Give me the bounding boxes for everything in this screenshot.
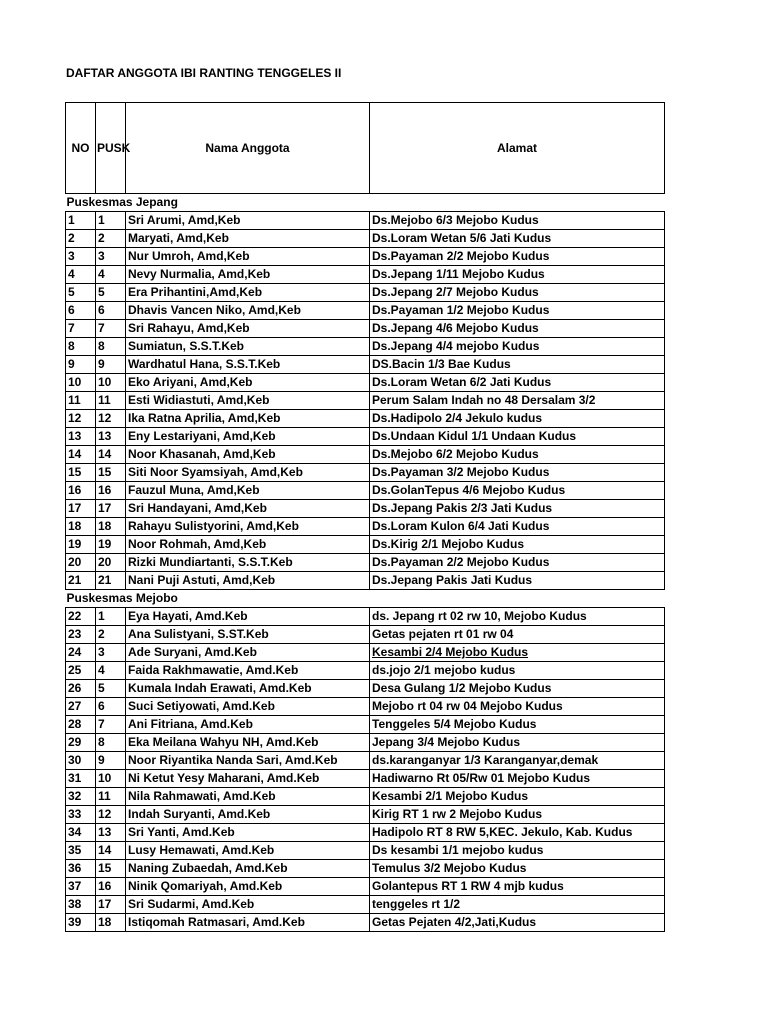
cell-nama: Ana Sulistyani, S.ST.Keb: [126, 626, 370, 644]
cell-pusk: 6: [96, 302, 126, 320]
cell-pusk: 6: [96, 698, 126, 716]
cell-nama: Eya Hayati, Amd.Keb: [126, 608, 370, 626]
cell-nama: Istiqomah Ratmasari, Amd.Keb: [126, 914, 370, 932]
table-row: [66, 482, 665, 500]
cell-pusk: 2: [96, 230, 126, 248]
table-row: [66, 752, 665, 770]
table-row: [66, 842, 665, 860]
cell-nama: Lusy Hemawati, Amd.Keb: [126, 842, 370, 860]
document-title: DAFTAR ANGGOTA IBI RANTING TENGGELES II: [66, 66, 342, 80]
cell-alamat: Ds.Jepang Pakis 2/3 Jati Kudus: [370, 500, 665, 518]
table-row: [66, 248, 665, 266]
cell-pusk: 8: [96, 734, 126, 752]
cell-alamat: Tenggeles 5/4 Mejobo Kudus: [370, 716, 665, 734]
table-row: [66, 770, 665, 788]
cell-alamat: Ds.Payaman 2/2 Mejobo Kudus: [370, 248, 665, 266]
table-row: [66, 302, 665, 320]
cell-nama: Nila Rahmawati, Amd.Keb: [126, 788, 370, 806]
cell-no: 38: [66, 896, 96, 914]
table-row: [66, 734, 665, 752]
table-row: [66, 266, 665, 284]
cell-nama: Indah Suryanti, Amd.Keb: [126, 806, 370, 824]
cell-alamat: Kesambi 2/4 Mejobo Kudus: [370, 644, 665, 662]
cell-alamat: tenggeles rt 1/2: [370, 896, 665, 914]
cell-no: 21: [66, 572, 96, 590]
cell-alamat: Getas pejaten rt 01 rw 04: [370, 626, 665, 644]
cell-alamat: Ds.Kirig 2/1 Mejobo Kudus: [370, 536, 665, 554]
table-row: [66, 446, 665, 464]
cell-pusk: 9: [96, 752, 126, 770]
cell-nama: Ani Fitriana, Amd.Keb: [126, 716, 370, 734]
table-row: [66, 554, 665, 572]
cell-no: 1: [66, 212, 96, 230]
cell-no: 10: [66, 374, 96, 392]
table-row: [66, 284, 665, 302]
cell-alamat: Perum Salam Indah no 48 Dersalam 3/2: [370, 392, 665, 410]
cell-no: 15: [66, 464, 96, 482]
cell-pusk: 12: [96, 410, 126, 428]
cell-alamat: Ds.Jepang 2/7 Mejobo Kudus: [370, 284, 665, 302]
cell-nama: Rizki Mundiartanti, S.S.T.Keb: [126, 554, 370, 572]
cell-no: 34: [66, 824, 96, 842]
group-header-row: [66, 194, 665, 212]
cell-no: 12: [66, 410, 96, 428]
cell-nama: Noor Khasanah, Amd,Keb: [126, 446, 370, 464]
group-label: Puskesmas Jepang: [66, 195, 178, 209]
table-row: [66, 626, 665, 644]
table-row: [66, 428, 665, 446]
cell-pusk: 20: [96, 554, 126, 572]
cell-alamat: Ds kesambi 1/1 mejobo kudus: [370, 842, 665, 860]
table-row: [66, 662, 665, 680]
cell-nama: Eny Lestariyani, Amd,Keb: [126, 428, 370, 446]
table-row: [66, 230, 665, 248]
cell-no: 25: [66, 662, 96, 680]
cell-no: 17: [66, 500, 96, 518]
cell-nama: Era Prihantini,Amd,Keb: [126, 284, 370, 302]
table-row: [66, 698, 665, 716]
cell-alamat: Ds.GolanTepus 4/6 Mejobo Kudus: [370, 482, 665, 500]
cell-no: 24: [66, 644, 96, 662]
cell-pusk: 13: [96, 824, 126, 842]
cell-nama: Sri Yanti, Amd.Keb: [126, 824, 370, 842]
table-row: [66, 680, 665, 698]
header-row: [66, 103, 665, 194]
cell-alamat: Hadipolo RT 8 RW 5,KEC. Jekulo, Kab. Kudus: [370, 824, 665, 842]
cell-no: 33: [66, 806, 96, 824]
cell-no: 20: [66, 554, 96, 572]
cell-pusk: 10: [96, 770, 126, 788]
cell-pusk: 14: [96, 446, 126, 464]
cell-pusk: 18: [96, 518, 126, 536]
cell-alamat: Kesambi 2/1 Mejobo Kudus: [370, 788, 665, 806]
cell-alamat: Ds.Jepang 4/4 mejobo Kudus: [370, 338, 665, 356]
cell-alamat: ds. Jepang rt 02 rw 10, Mejobo Kudus: [370, 608, 665, 626]
cell-nama: Eka Meilana Wahyu NH, Amd.Keb: [126, 734, 370, 752]
table-row: [66, 806, 665, 824]
cell-alamat: Ds.Payaman 2/2 Mejobo Kudus: [370, 554, 665, 572]
cell-alamat: ds.karanganyar 1/3 Karanganyar,demak: [370, 752, 665, 770]
cell-nama: Nur Umroh, Amd,Keb: [126, 248, 370, 266]
cell-alamat: Ds.Loram Wetan 5/6 Jati Kudus: [370, 230, 665, 248]
cell-no: 8: [66, 338, 96, 356]
cell-pusk: 11: [96, 788, 126, 806]
cell-alamat: Ds.Payaman 3/2 Mejobo Kudus: [370, 464, 665, 482]
cell-pusk: 7: [96, 716, 126, 734]
cell-no: 28: [66, 716, 96, 734]
cell-alamat: Hadiwarno Rt 05/Rw 01 Mejobo Kudus: [370, 770, 665, 788]
cell-no: 22: [66, 608, 96, 626]
cell-pusk: 15: [96, 860, 126, 878]
cell-alamat: Ds.Mejobo 6/3 Mejobo Kudus: [370, 212, 665, 230]
cell-no: 32: [66, 788, 96, 806]
cell-nama: Nevy Nurmalia, Amd,Keb: [126, 266, 370, 284]
header-no: NO: [66, 103, 96, 194]
cell-nama: Noor Rohmah, Amd,Keb: [126, 536, 370, 554]
table-row: [66, 212, 665, 230]
cell-alamat: Ds.Loram Kulon 6/4 Jati Kudus: [370, 518, 665, 536]
cell-no: 3: [66, 248, 96, 266]
cell-alamat: Ds.Jepang Pakis Jati Kudus: [370, 572, 665, 590]
cell-alamat: Ds.Jepang 4/6 Mejobo Kudus: [370, 320, 665, 338]
cell-alamat: Getas Pejaten 4/2,Jati,Kudus: [370, 914, 665, 932]
cell-nama: Nani Puji Astuti, Amd,Keb: [126, 572, 370, 590]
table-row: [66, 500, 665, 518]
cell-no: 4: [66, 266, 96, 284]
cell-pusk: 17: [96, 896, 126, 914]
cell-alamat: Ds.Undaan Kidul 1/1 Undaan Kudus: [370, 428, 665, 446]
cell-alamat: DS.Bacin 1/3 Bae Kudus: [370, 356, 665, 374]
cell-no: 36: [66, 860, 96, 878]
cell-pusk: 3: [96, 644, 126, 662]
cell-nama: Fauzul Muna, Amd,Keb: [126, 482, 370, 500]
cell-no: 27: [66, 698, 96, 716]
header-nama: Nama Anggota: [126, 103, 370, 194]
cell-nama: Sumiatun, S.S.T.Keb: [126, 338, 370, 356]
cell-nama: Esti Widiastuti, Amd,Keb: [126, 392, 370, 410]
cell-alamat: Golantepus RT 1 RW 4 mjb kudus: [370, 878, 665, 896]
cell-nama: Maryati, Amd,Keb: [126, 230, 370, 248]
cell-alamat: Ds.Hadipolo 2/4 Jekulo kudus: [370, 410, 665, 428]
cell-alamat: Jepang 3/4 Mejobo Kudus: [370, 734, 665, 752]
group-label: Puskesmas Mejobo: [66, 591, 178, 605]
cell-pusk: 16: [96, 482, 126, 500]
table-row: [66, 824, 665, 842]
cell-no: 14: [66, 446, 96, 464]
table-body: [66, 194, 665, 932]
cell-pusk: 1: [96, 608, 126, 626]
cell-nama: Suci Setiyowati, Amd.Keb: [126, 698, 370, 716]
cell-no: 29: [66, 734, 96, 752]
cell-nama: Ninik Qomariyah, Amd.Keb: [126, 878, 370, 896]
cell-no: 18: [66, 518, 96, 536]
cell-nama: Sri Rahayu, Amd,Keb: [126, 320, 370, 338]
cell-nama: Wardhatul Hana, S.S.T.Keb: [126, 356, 370, 374]
table-row: [66, 716, 665, 734]
cell-nama: Noor Riyantika Nanda Sari, Amd.Keb: [126, 752, 370, 770]
table-row: [66, 518, 665, 536]
cell-nama: Faida Rakhmawatie, Amd.Keb: [126, 662, 370, 680]
table-row: [66, 392, 665, 410]
cell-no: 5: [66, 284, 96, 302]
table-row: [66, 914, 665, 932]
table-row: [66, 374, 665, 392]
table-row: [66, 878, 665, 896]
cell-pusk: 8: [96, 338, 126, 356]
cell-pusk: 17: [96, 500, 126, 518]
cell-no: 9: [66, 356, 96, 374]
table-row: [66, 410, 665, 428]
cell-no: 7: [66, 320, 96, 338]
cell-pusk: 18: [96, 914, 126, 932]
cell-alamat: Ds.Jepang 1/11 Mejobo Kudus: [370, 266, 665, 284]
cell-pusk: 15: [96, 464, 126, 482]
cell-no: 39: [66, 914, 96, 932]
table-row: [66, 338, 665, 356]
cell-alamat: Temulus 3/2 Mejobo Kudus: [370, 860, 665, 878]
header-pusk: PUSK: [96, 103, 126, 194]
cell-nama: Siti Noor Syamsiyah, Amd,Keb: [126, 464, 370, 482]
cell-no: 2: [66, 230, 96, 248]
cell-pusk: 14: [96, 842, 126, 860]
cell-nama: Dhavis Vancen Niko, Amd,Keb: [126, 302, 370, 320]
header-alamat: Alamat: [370, 103, 665, 194]
table-row: [66, 608, 665, 626]
cell-pusk: 5: [96, 680, 126, 698]
cell-pusk: 9: [96, 356, 126, 374]
cell-pusk: 13: [96, 428, 126, 446]
cell-alamat: Kirig RT 1 rw 2 Mejobo Kudus: [370, 806, 665, 824]
cell-no: 30: [66, 752, 96, 770]
table-row: [66, 572, 665, 590]
table-row: [66, 320, 665, 338]
group-header-row: [66, 590, 665, 608]
cell-no: 19: [66, 536, 96, 554]
cell-no: 11: [66, 392, 96, 410]
cell-no: 37: [66, 878, 96, 896]
cell-pusk: 7: [96, 320, 126, 338]
cell-alamat: Ds.Mejobo 6/2 Mejobo Kudus: [370, 446, 665, 464]
cell-pusk: 2: [96, 626, 126, 644]
cell-no: 16: [66, 482, 96, 500]
table-row: [66, 356, 665, 374]
table-row: [66, 860, 665, 878]
cell-pusk: 10: [96, 374, 126, 392]
cell-nama: Sri Sudarmi, Amd.Keb: [126, 896, 370, 914]
cell-pusk: 3: [96, 248, 126, 266]
table-row: [66, 644, 665, 662]
member-table: [65, 102, 665, 932]
cell-nama: Rahayu Sulistyorini, Amd,Keb: [126, 518, 370, 536]
cell-nama: Sri Handayani, Amd,Keb: [126, 500, 370, 518]
cell-pusk: 12: [96, 806, 126, 824]
cell-nama: Sri Arumi, Amd,Keb: [126, 212, 370, 230]
table-row: [66, 536, 665, 554]
cell-no: 35: [66, 842, 96, 860]
cell-no: 13: [66, 428, 96, 446]
cell-nama: Eko Ariyani, Amd,Keb: [126, 374, 370, 392]
cell-pusk: 5: [96, 284, 126, 302]
cell-alamat: Desa Gulang 1/2 Mejobo Kudus: [370, 680, 665, 698]
cell-nama: Ade Suryani, Amd.Keb: [126, 644, 370, 662]
cell-alamat: Mejobo rt 04 rw 04 Mejobo Kudus: [370, 698, 665, 716]
cell-pusk: 21: [96, 572, 126, 590]
table-row: [66, 896, 665, 914]
cell-alamat: Ds.Loram Wetan 6/2 Jati Kudus: [370, 374, 665, 392]
cell-pusk: 4: [96, 662, 126, 680]
cell-no: 6: [66, 302, 96, 320]
table-row: [66, 788, 665, 806]
cell-alamat: Ds.Payaman 1/2 Mejobo Kudus: [370, 302, 665, 320]
table-row: [66, 464, 665, 482]
cell-pusk: 1: [96, 212, 126, 230]
cell-no: 23: [66, 626, 96, 644]
cell-no: 31: [66, 770, 96, 788]
cell-pusk: 11: [96, 392, 126, 410]
cell-alamat: ds.jojo 2/1 mejobo kudus: [370, 662, 665, 680]
cell-pusk: 19: [96, 536, 126, 554]
cell-nama: Naning Zubaedah, Amd.Keb: [126, 860, 370, 878]
cell-pusk: 4: [96, 266, 126, 284]
cell-nama: Kumala Indah Erawati, Amd.Keb: [126, 680, 370, 698]
cell-pusk: 16: [96, 878, 126, 896]
cell-no: 26: [66, 680, 96, 698]
cell-nama: Ni Ketut Yesy Maharani, Amd.Keb: [126, 770, 370, 788]
cell-nama: Ika Ratna Aprilia, Amd,Keb: [126, 410, 370, 428]
